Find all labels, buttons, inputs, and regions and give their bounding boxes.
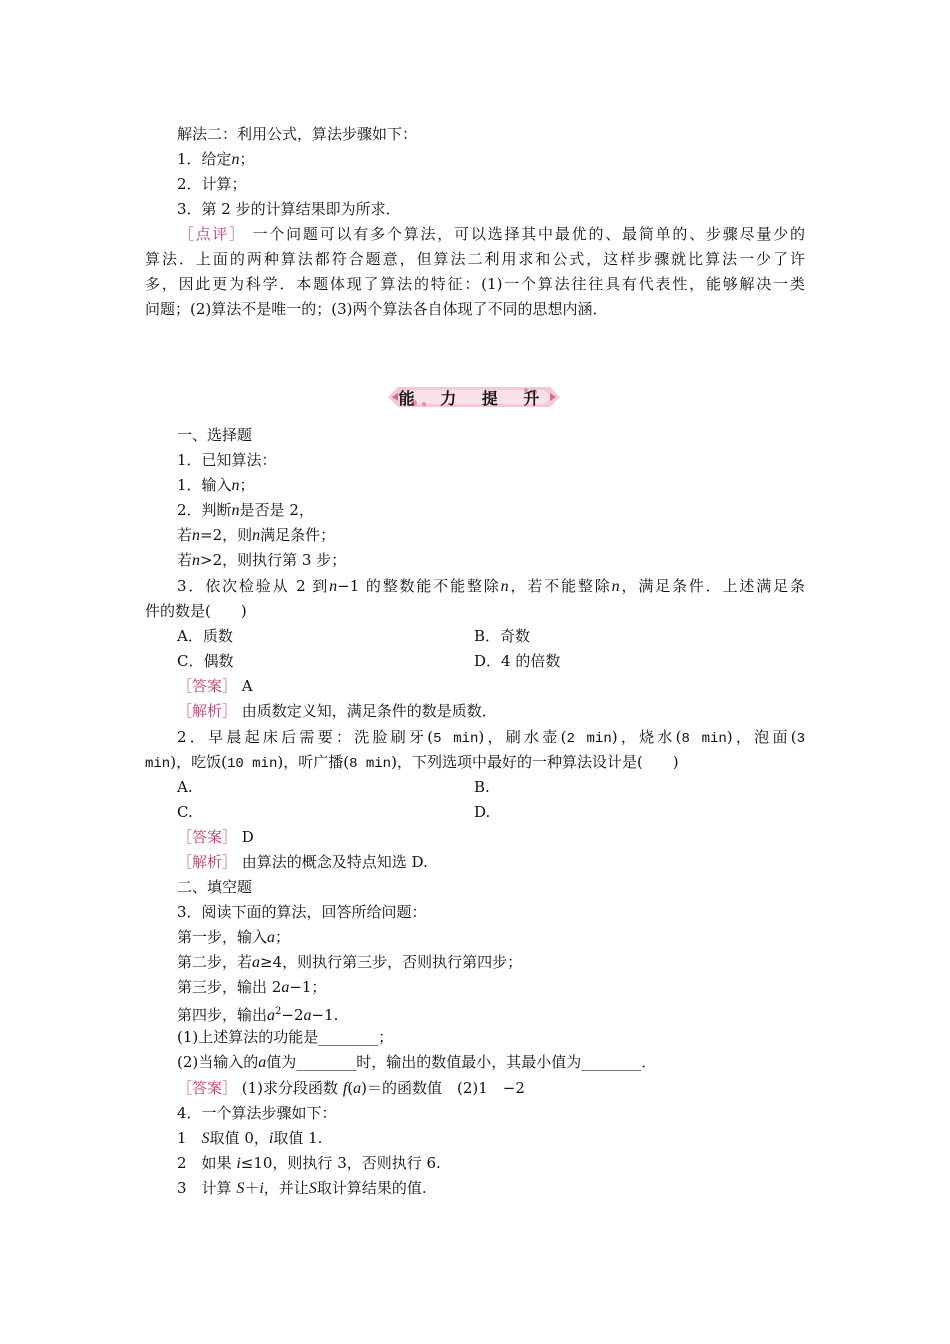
- section-heading-choice: 一、选择题: [177, 426, 253, 444]
- q2-option-a: A.: [177, 778, 193, 796]
- q2-option-c: C.: [177, 803, 193, 821]
- step-1-line: 1．给定n；: [177, 150, 255, 168]
- q3-part-2: (2)当输入的a值为________时，输出的数值最小，其最小值为________．: [177, 1053, 657, 1071]
- comment-line-4: 问题；(2)算法不是唯一的；(3)两个算法各自体现了不同的思想内涵．: [145, 300, 608, 318]
- comment-line-2: 算法．上面的两种算法都符合题意，但算法二利用求和公式，这样步骤就比算法一少了许: [145, 250, 805, 268]
- q3-part-1: (1)上述算法的功能是________；: [177, 1028, 394, 1046]
- q1-option-a: A．质数: [177, 627, 233, 645]
- comment-line-3: 多，因此更为科学．本题体现了算法的特征：(1)一个算法往往具有代表性，能够解决一类: [145, 275, 805, 293]
- q2-option-d: D.: [474, 803, 491, 821]
- q3-step-4: 第四步，输出$a^2-2a-1$.: [177, 1006, 339, 1024]
- q1-step-3: 3．依次检验从 2 到n−1 的整数能不能整除n，若不能整除n，满足条件．上述满足条: [177, 577, 805, 595]
- q1-question-end: 件的数是( ): [145, 602, 247, 620]
- q1-explanation: ［解析］ 由质数定义知，满足条件的数是质数．: [177, 702, 497, 720]
- q3-step-2: 第二步，若a≥4，则执行第三步，否则执行第四步；: [177, 953, 523, 971]
- step-2-line: 2．计算；: [177, 175, 247, 193]
- q3-intro: 3．阅读下面的算法，回答所给问题：: [177, 903, 427, 921]
- q2-line-2: min)，吃饭(10 min)，听广播(8 min)，下列选项中最好的一种算法设计是( ): [145, 753, 679, 772]
- q1-option-b: B．奇数: [474, 627, 531, 645]
- step-3-line: 3．第 2 步的计算结果即为所求．: [177, 200, 401, 218]
- q2-answer: ［答案］ D: [177, 828, 254, 846]
- q1-option-d: D．4 的倍数: [474, 652, 561, 670]
- q1-intro: 1．已知算法：: [177, 451, 277, 469]
- q1-answer: ［答案］ A: [177, 677, 253, 695]
- section-banner: [384, 384, 564, 410]
- banner-title: 能 力 提 升: [398, 389, 550, 408]
- q4-step-1: 1 S取值 0，i取值 1.: [177, 1129, 323, 1147]
- q1-step-2: 2．判断n是否是 2，: [177, 501, 314, 519]
- section-heading-fill: 二、填空题: [177, 878, 253, 896]
- q4-intro: 4．一个算法步骤如下：: [177, 1104, 337, 1122]
- q2-option-b: B.: [474, 778, 490, 796]
- q4-step-2: 2 如果 i≤10，则执行 3，否则执行 6.: [177, 1154, 441, 1172]
- q2-explanation: ［解析］ 由算法的概念及特点知选 D.: [177, 853, 428, 871]
- q1-step-1: 1．输入n；: [177, 476, 255, 494]
- method-two-heading: 解法二：利用公式，算法步骤如下：: [177, 125, 418, 143]
- q3-answer: ［答案］ (1)求分段函数 f(a)＝的函数值 (2)1 −2: [177, 1079, 525, 1097]
- comment-line-1: ［点评］ 一个问题可以有多个算法，可以选择其中最优的、最简单的、步骤尽量少的: [177, 225, 805, 243]
- q2-line-1: 2．早晨起床后需要：洗脸刷牙(5 min)，刷水壶(2 min)，烧水(8 min)，泡面(3: [177, 728, 805, 747]
- q1-step-2-case-b: 若n>2，则执行第 3 步；: [177, 551, 347, 569]
- q3-step-1: 第一步，输入a；: [177, 928, 291, 946]
- q1-option-c: C．偶数: [177, 652, 234, 670]
- q1-step-2-case-a: 若n=2，则n满足条件；: [177, 526, 336, 544]
- q4-step-3: 3 计算 S＋i，并让S取计算结果的值.: [177, 1179, 427, 1197]
- q3-step-3: 第三步，输出 2a−1；: [177, 978, 327, 996]
